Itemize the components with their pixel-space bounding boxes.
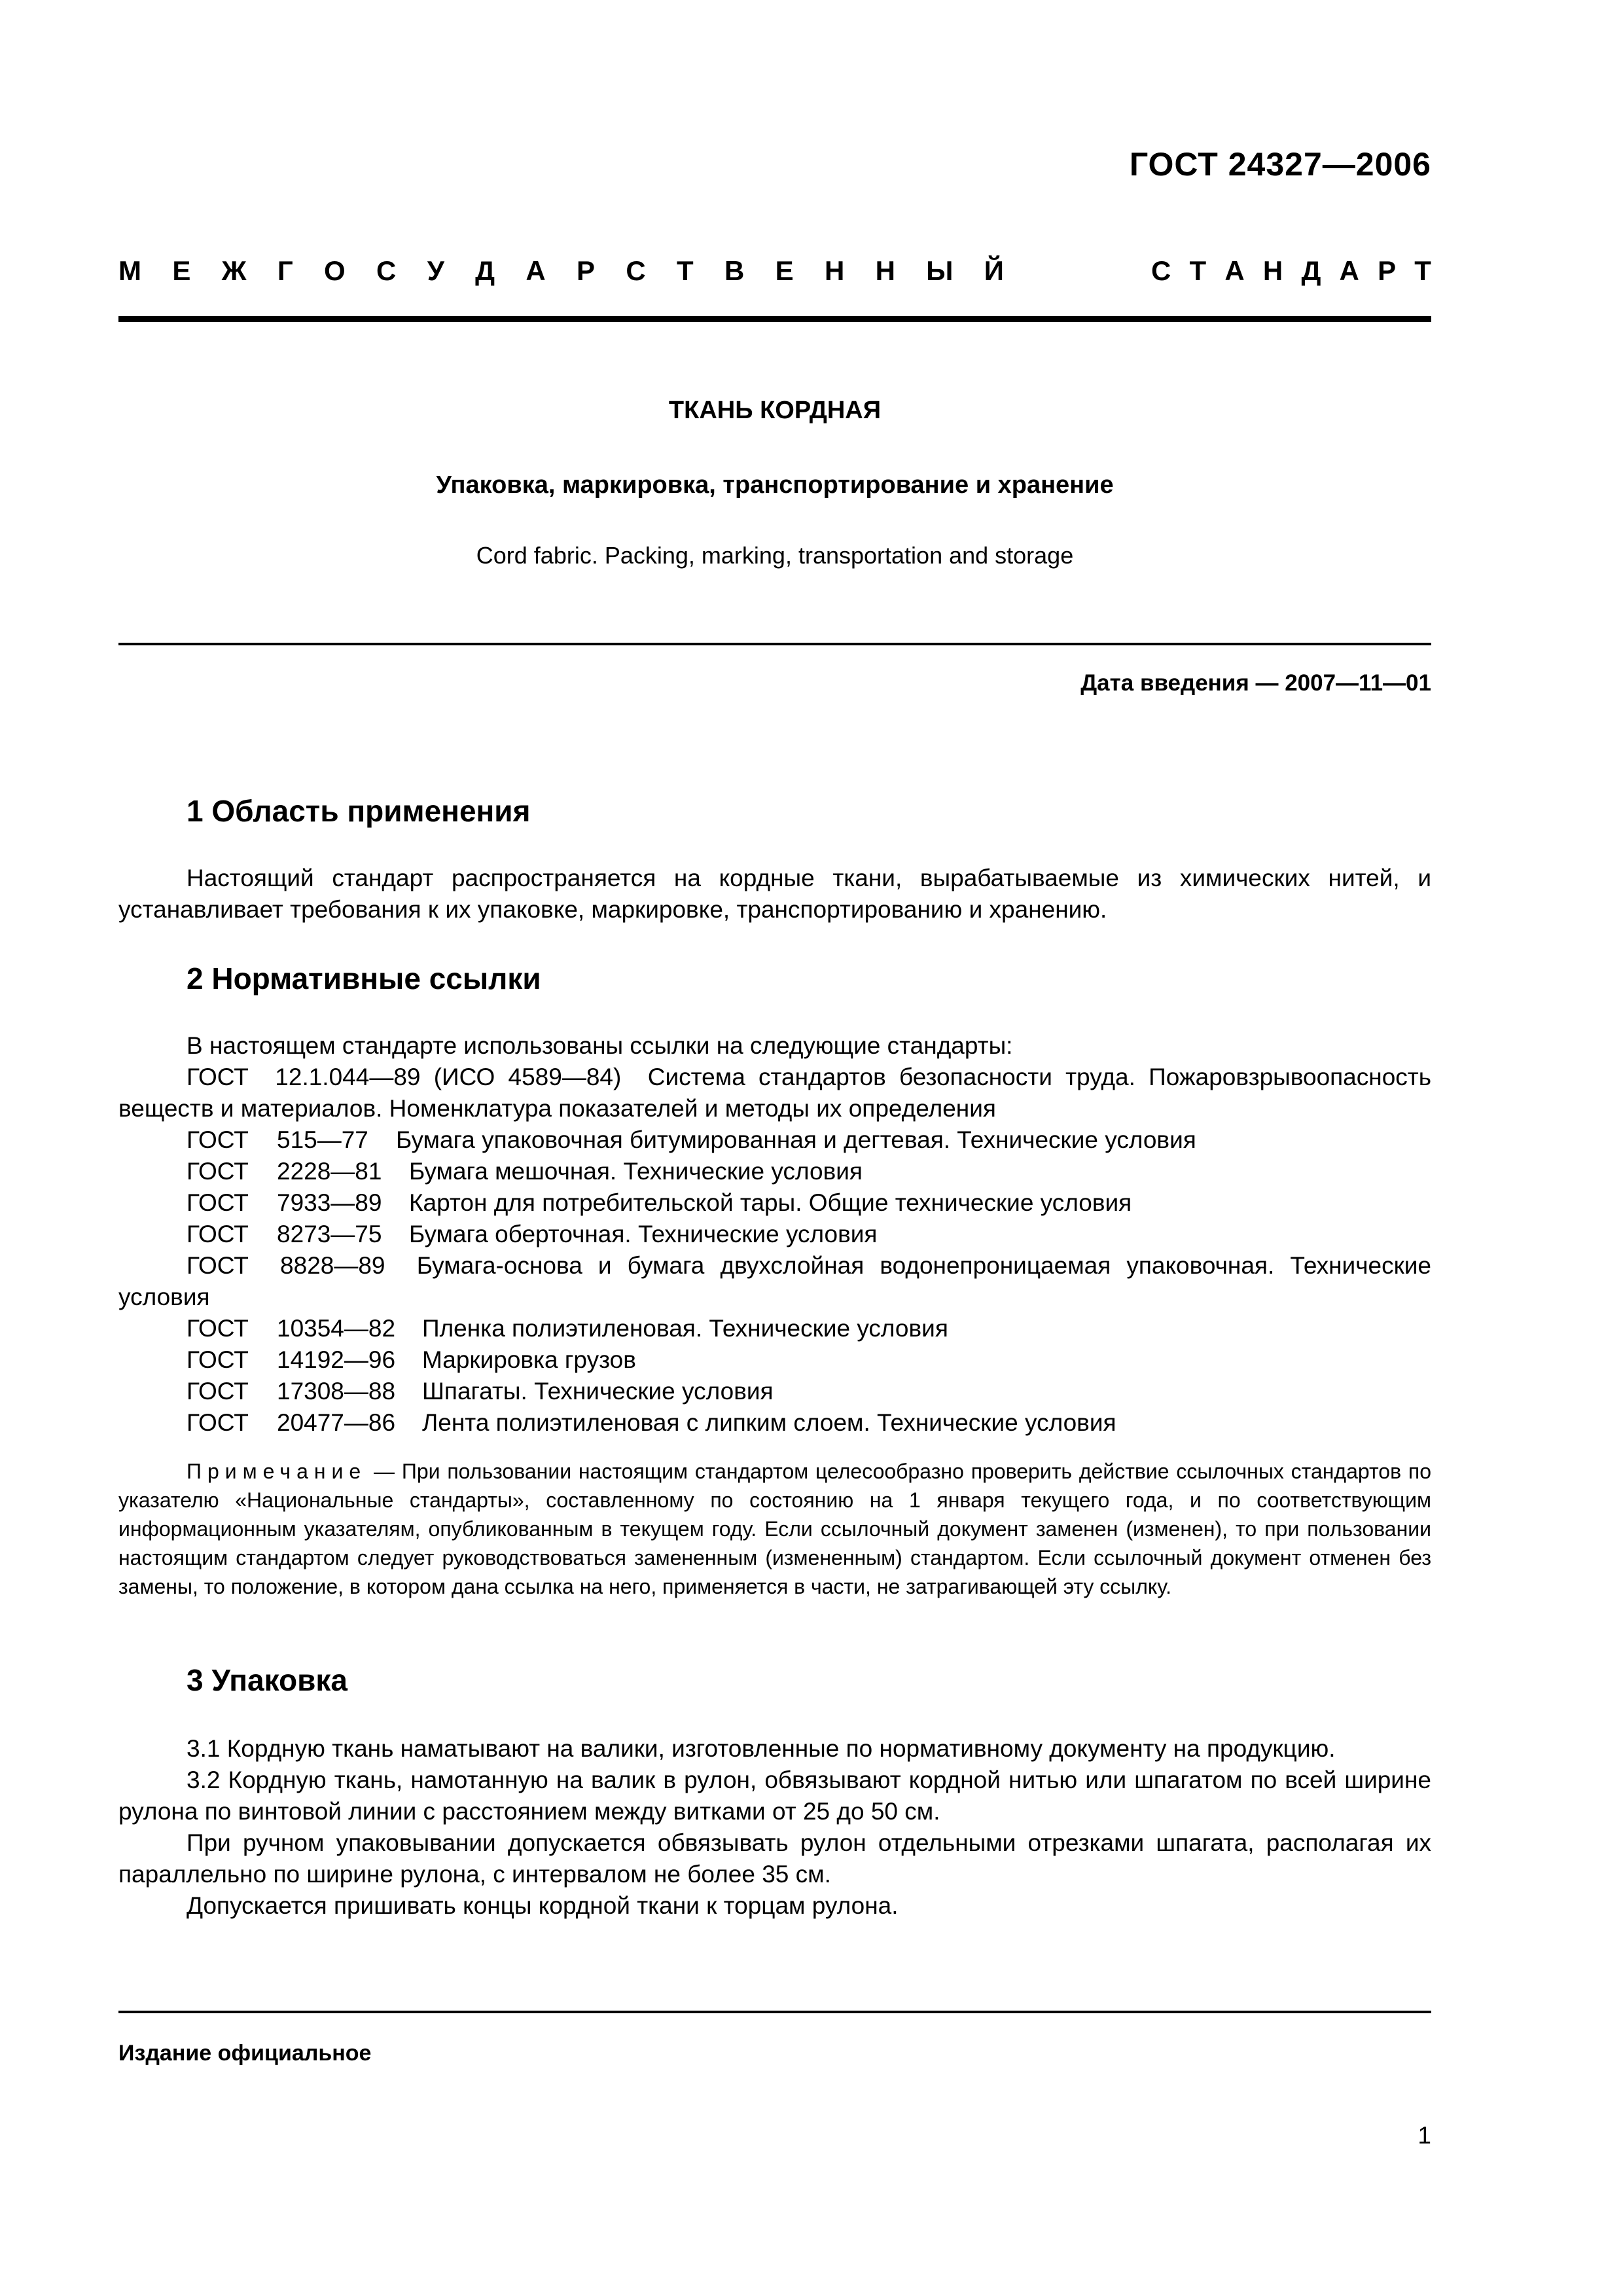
document-title-english: Cord fabric. Packing, marking, transportation and storage [476,542,1074,569]
reference-number: 8273—75 [277,1221,382,1247]
reference-number: 7933—89 [277,1189,382,1216]
paragraph: Настоящий стандарт распространяется на кордные ткани, вырабатываемые из химических нитей, и устанавливает требования к их упаковке, маркировке, транспортированию и хранению. [118,865,1431,923]
reference-title: Пленка полиэтиленовая. Технические условия [422,1315,948,1342]
header-divider [118,316,1431,322]
official-edition-label: Издание официальное [118,2041,372,2066]
document-subtitle: Упаковка, маркировка, транспортирование и хранение [436,471,1114,499]
reference-item [118,1407,1431,1439]
banner-letter: Т [677,255,694,286]
references-lead [118,1030,1431,1062]
banner-letter: Й [984,255,1004,286]
banner-letter: Т [1414,255,1431,286]
banner-letter: Т [1189,255,1207,286]
reference-title: Маркировка грузов [422,1346,636,1373]
reference-prefix: ГОСТ [187,1252,249,1279]
banner-letter: С [1151,255,1171,286]
reference-item [118,1250,1431,1313]
reference-number: 12.1.044—89 (ИСО 4589—84) [275,1064,622,1090]
reference-title: Бумага мешочная. Технические условия [409,1158,863,1185]
reference-title: Шпагаты. Технические условия [422,1378,774,1405]
note-paragraph [118,1457,1431,1601]
banner-letter: В [724,255,745,286]
references-list [118,1062,1431,1439]
reference-prefix: ГОСТ [187,1409,249,1436]
reference-item [118,1124,1431,1156]
banner-letter: А [1339,255,1359,286]
banner-word-standard [1151,255,1431,287]
reference-item [118,1344,1431,1376]
references-note [118,1457,1431,1601]
reference-prefix: ГОСТ [187,1221,249,1247]
banner-letter: Д [1301,255,1321,286]
paragraph: В настоящем стандарте использованы ссылки на следующие стандарты: [187,1032,1013,1059]
banner-letter: Д [475,255,495,286]
reference-number: 10354—82 [277,1315,396,1342]
reference-item [118,1187,1431,1219]
banner-letter: Р [577,255,596,286]
footer-divider [118,2011,1431,2013]
reference-prefix: ГОСТ [187,1126,249,1153]
banner-letter: У [427,255,444,286]
banner-letter: Н [824,255,845,286]
banner-word-interstate [118,255,1004,287]
banner-letter: Р [1378,255,1397,286]
reference-prefix: ГОСТ [187,1064,249,1090]
banner-letter: Ж [221,255,247,286]
section-scope-body [118,863,1431,925]
banner-letter: Е [172,255,191,286]
note-text: — При пользовании настоящим стандартом целесообразно проверить действие ссылочных стандартов по указателю «Национальные стандарты», составленному по состоянию на 1 января текущего года, и по соответствующим информационным указателям, опубликованным в текущем году. Если ссылочный документ заменен (изменен), то при пользовании настоящим стандартом следует руководствоваться замененным (измененным) стандартом. Если ссылочный документ отменен без замены, то положение, в котором дана ссылка на него, применяется в части, не затрагивающей эту ссылку. [118,1460,1432,1598]
reference-number: 14192—96 [277,1346,396,1373]
section-heading-packing: 3 Упаковка [187,1663,348,1697]
reference-title: Бумага упаковочная битумированная и дегтевая. Технические условия [396,1126,1196,1153]
introduction-date: Дата введения — 2007—11—01 [1080,670,1431,696]
reference-item [118,1219,1431,1250]
banner-letter: М [118,255,141,286]
banner-letter: Г [277,255,293,286]
reference-title: Бумага-основа и бумага двухслойная водонепроницаемая упаковочная. Технические условия [118,1252,1432,1310]
standard-banner [118,255,1431,301]
reference-prefix: ГОСТ [187,1158,249,1185]
section-heading-references: 2 Нормативные ссылки [187,961,541,996]
reference-number: 515—77 [277,1126,368,1153]
reference-item [118,1313,1431,1344]
banner-letter: А [526,255,546,286]
paragraph: При ручном упаковывании допускается обвязывать рулон отдельными отрезками шпагата, располагая их параллельно по ширине рулона, с интервалом не более 35 см. [118,1829,1431,1888]
reference-prefix: ГОСТ [187,1378,249,1405]
banner-letter: Н [875,255,895,286]
reference-prefix: ГОСТ [187,1189,249,1216]
banner-letter: С [626,255,646,286]
reference-title: Лента полиэтиленовая с липким слоем. Технические условия [422,1409,1116,1436]
note-label: Примечание [187,1460,367,1483]
paragraph: 3.2 Кордную ткань, намотанную на валик в рулон, обвязывают кордной нитью или шпагатом по всей ширине рулона по винтовой линии с расстоянием между витками от 25 до 50 см. [118,1767,1431,1825]
banner-letter: С [376,255,397,286]
paragraph: Допускается пришивать концы кордной ткани к торцам рулона. [187,1892,899,1919]
reference-number: 2228—81 [277,1158,382,1185]
reference-prefix: ГОСТ [187,1315,249,1342]
section-packing-body [118,1733,1431,1922]
reference-number: 17308—88 [277,1378,396,1405]
reference-item [118,1376,1431,1407]
reference-prefix: ГОСТ [187,1346,249,1373]
document-title: ТКАНЬ КОРДНАЯ [668,397,882,424]
reference-item [118,1156,1431,1187]
reference-title: Картон для потребительской тары. Общие технические условия [409,1189,1132,1216]
reference-number: 8828—89 [280,1252,385,1279]
reference-item [118,1062,1431,1124]
title-divider [118,643,1431,645]
banner-letter: Ы [926,255,954,286]
page-number: 1 [1418,2122,1431,2149]
banner-letter: Е [775,255,794,286]
banner-letter: А [1224,255,1245,286]
paragraph: 3.1 Кордную ткань наматывают на валики, изготовленные по нормативному документу на продукцию. [187,1735,1336,1762]
banner-letter: Н [1262,255,1283,286]
reference-number: 20477—86 [277,1409,396,1436]
reference-title: Система стандартов безопасности труда. Пожаровзрывоопасность веществ и материалов. Номенклатура показателей и методы их определения [118,1064,1431,1122]
document-code: ГОСТ 24327—2006 [1129,146,1431,183]
banner-letter: О [324,255,346,286]
reference-title: Бумага оберточная. Технические условия [409,1221,878,1247]
section-heading-scope: 1 Область применения [187,794,531,828]
